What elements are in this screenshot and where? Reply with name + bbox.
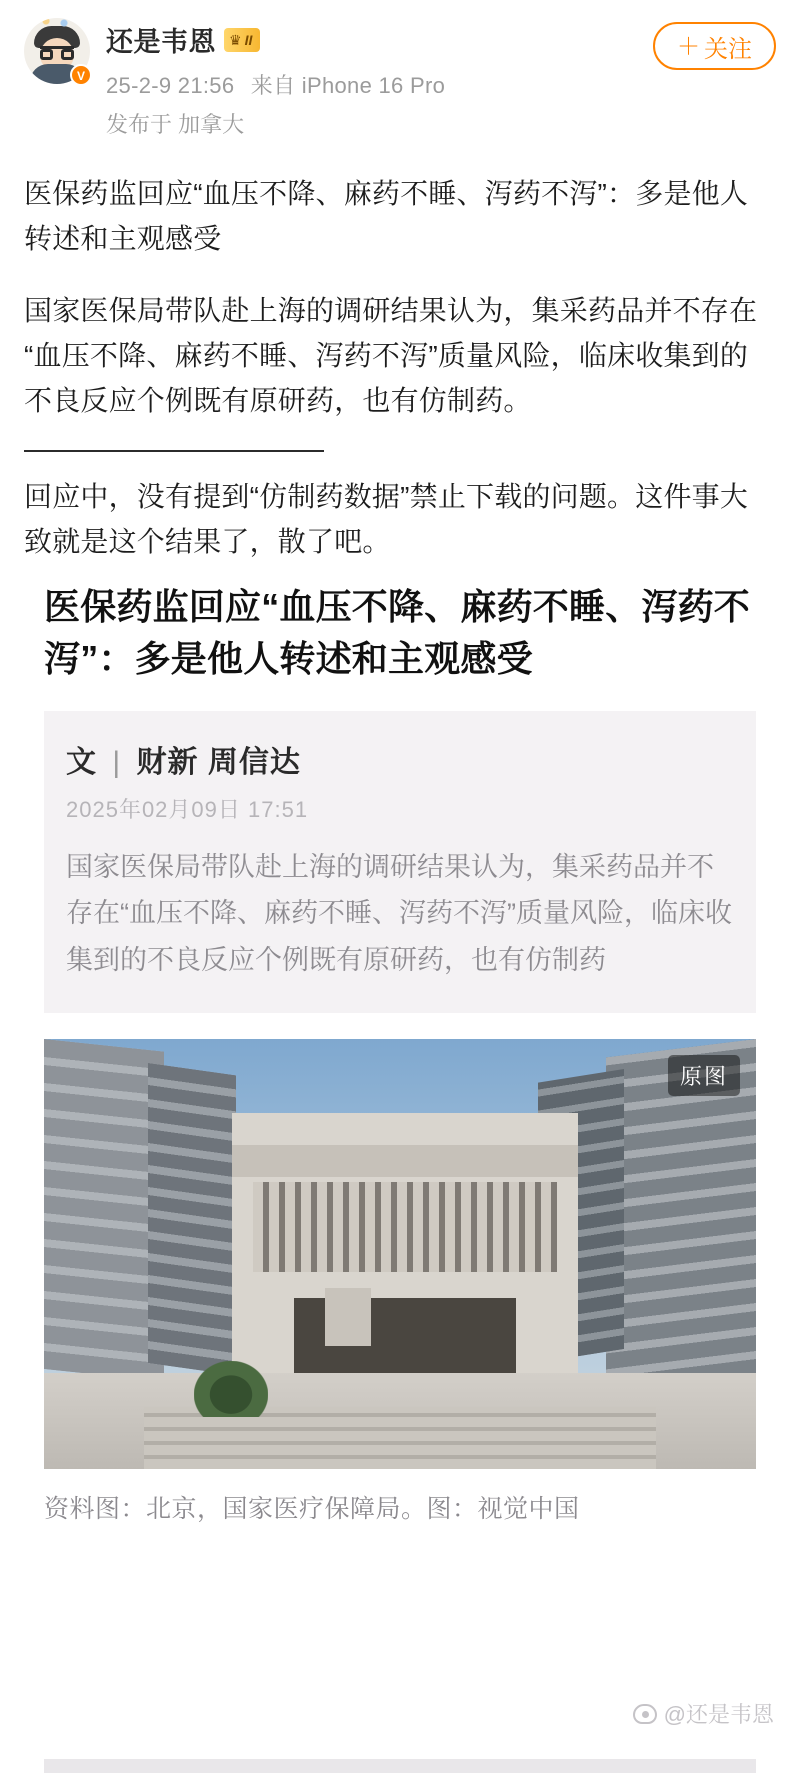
post-time-line — [106, 69, 776, 100]
weibo-eye-icon — [633, 1704, 657, 1724]
photo-tree — [194, 1361, 268, 1417]
vip-badge[interactable] — [224, 28, 260, 52]
user-nickname[interactable]: 还是韦恩 — [106, 27, 216, 57]
post-location: 发布于 加拿大 — [106, 112, 245, 137]
article-title: 医保药监回应“血压不降、麻药不睡、泻药不泻”：多是他人转述和主观感受 — [44, 585, 751, 679]
photo-building-left-2 — [148, 1063, 236, 1375]
crown-icon: ♛ — [229, 31, 242, 48]
photo-plaza — [44, 1373, 756, 1469]
text-divider — [24, 450, 324, 452]
post-headline: 医保药监回应“血压不降、麻药不睡、泻药不泻”：多是他人转述和主观感受 — [24, 178, 749, 255]
article-photo[interactable] — [44, 1039, 756, 1469]
byline-source: 财新 周信达 — [136, 745, 301, 779]
article-lede-block — [44, 711, 756, 1013]
original-image-badge[interactable]: 原图 — [668, 1055, 740, 1096]
photo-caption: 资料图：北京，国家医疗保障局。图：视觉中国 — [44, 1495, 580, 1524]
plus-icon: ＋ — [677, 32, 700, 59]
post-paragraph-2: 回应中，没有提到“仿制药数据”禁止下载的问题。这件事大致就是这个结果了，散了吧。 — [24, 480, 749, 558]
photo-main-building — [232, 1113, 578, 1377]
article-lede-text: 国家医保局带队赴上海的调研结果认为，集采药品并不存在“血压不降、麻药不睡、泻药不泻”质量风险，临床收集到的不良反应个例既有原研药，也有仿制药 — [66, 851, 732, 975]
byline-separator: | — [112, 745, 122, 779]
post-header — [0, 0, 800, 139]
follow-button-label: 关注 — [704, 35, 752, 63]
post-source: 来自 iPhone 16 Pro — [250, 73, 446, 98]
glasses-icon — [40, 46, 74, 57]
post-body — [0, 139, 800, 565]
vip-level-label: II — [244, 31, 253, 48]
watermark — [633, 1698, 774, 1729]
quoted-article[interactable] — [0, 575, 800, 1544]
photo-building-left-1 — [44, 1039, 164, 1382]
photo-building-columns — [253, 1182, 558, 1272]
article-date: 2025年02月09日 17:51 — [66, 796, 309, 822]
verified-badge-icon: V — [70, 64, 92, 86]
post-timestamp: 25-2-9 21:56 — [106, 73, 235, 98]
article-byline — [66, 737, 734, 781]
follow-button[interactable] — [653, 22, 776, 70]
photo-building-band — [232, 1145, 578, 1177]
post-paragraph-1: 国家医保局带队赴上海的调研结果认为，集采药品并不存在“血压不降、麻药不睡、泻药不泻”质量风险，临床收集到的不良反应个例既有原研药，也有仿制药。 — [24, 294, 758, 417]
confetti-icon — [24, 18, 90, 38]
photo-building-sign — [325, 1288, 371, 1346]
avatar[interactable] — [24, 18, 90, 84]
watermark-text: @还是韦恩 — [663, 1702, 774, 1727]
byline-prefix: 文 — [66, 745, 97, 779]
next-card-edge — [44, 1759, 756, 1773]
